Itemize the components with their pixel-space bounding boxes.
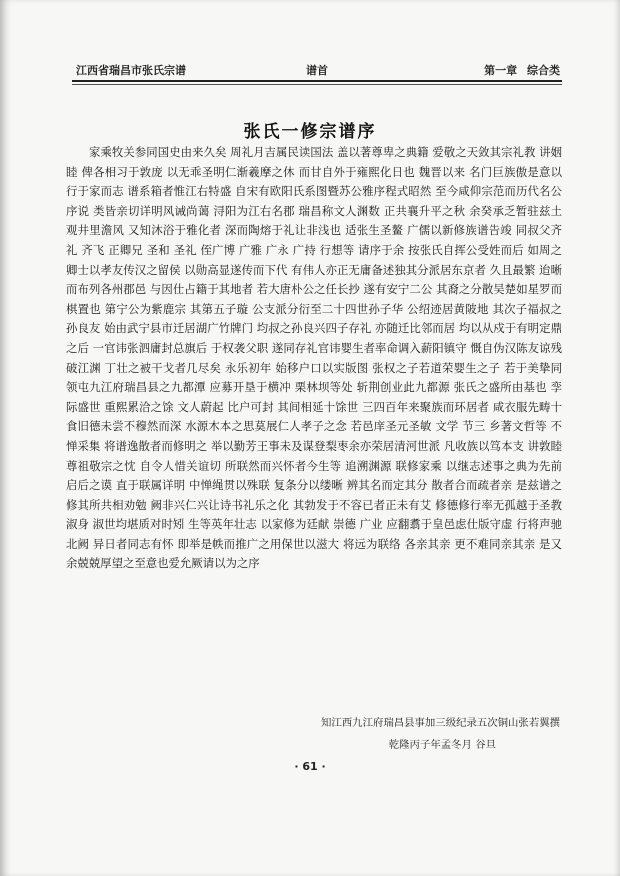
header-book-title: 江西省瑞昌市张氏宗谱 xyxy=(76,64,186,77)
header-chapter: 第一章 综合类 xyxy=(484,64,560,77)
signature-author: 知江西九江府瑞昌县事加三级纪录五次铜山张若翼撰 xyxy=(321,717,560,729)
header-rule-thick xyxy=(72,80,562,82)
page-title: 张氏一修宗谱序 xyxy=(243,122,377,142)
page-number: · 61 · xyxy=(294,760,326,773)
signature-block xyxy=(140,712,560,756)
header-rule-thin xyxy=(72,84,562,85)
preface-body-text: 家乘牧关参同国史由来久矣 周礼月吉属民读国法 盖以著尊卑之典籍 爱敬之天敛其宗礼教 讲姻睦 俾各相习于敦庞 以无乖圣明仁渐羲摩之休 而甘自外于雍熙化日也 魏晋以来 名门巨族傲是意以行于家而志 谱系箱者惟江右特盛 自宋有欧阳氏系图暨苏公雅序程式昭然 至今咸仰宗范而历代名公序说 类皆亲切详明风诫尚蔼 浔阳为江右名郡 瑞昌称文人渊数 正共襄升平之秋 余癸承乏暂驻兹土观井里澹风 又知沐浴于雅化者 深而陶熔于礼让非浅也 适张生圣鳌 广儒以新修族谱告竣 同叔父齐礼 齐飞 正卿兄 圣和 圣礼 侄广博 广雅 广永 广持 行想等 请序于余 按张氏自挥公受姓而后 如周之卿士以孝友传汉之留侯 以勋高显遂传而下代 有伟人亦正无庸备述独其分派居东京者 久且最繁 迨晰而布列各州郡邑 与因仕占籍于其地者 若大唐朴公之任长抄 遂有安宁二公 其裔之分散吴楚如星罗而棋置也 第宁公为紫鹿宗 其第五子璇 公支派分衍至二十四世孙子华 公绍迹居黄陂地 其次子福叔之孙良友 始由武宁县市迁居湖广竹牌门 均叔之孙良兴四子存礼 亦随迁比邻而居 均以从戍于有明定鼎之后 一官讳张泗庸封总旗后 于权袭父职 遂同存礼官讳婴生者率命调入薪阳镇守 慨自伪汉陈友谅残破江渊 丁壮之被干戈者几尽矣 永乐初年 始移户口以实版图 张权之子若道荣婴生之子 若于美挚同领屯九江府瑞昌县之九都潭 应募开垦于横冲 栗林坝等处 斩荆创业此九都源 张氏之盛所由基也 孪际盛世 重熙累洽之馀 文人蔚起 比户可封 其间相延十馀世 三四百年来聚族而环居者 咸衣服先畴十食旧德未尝不穆然而深 水源木本之思莫展仁人孝子之念 若邑庠圣元圣敏 文学 节三 乡著文哲等 不惮采集 将谱逸散者而修明之 举以勤芳王事未及谋登梨枣余亦荣居清河世派 凡收族以笃本支 讲敦睦尊祖敬宗之忱 自令人惜关谊切 所联然而兴怀者今生等 追溯渊源 联修家乘 以继志述事之典为先前启后之谟 直于联属详明 中惮绳贯以殊联 复条分以缕晰 辨其名而定其分 散者合而疏者亲 是兹谱之修其所共相劝勉 阙非兴仁兴让诗书礼乐之化 其勃发于不容已者正未有艾 修德修行率无孤越于圣教 淑身 淑世均堪质对时矧 生等英年壮志 以家修为廷献 崇德 广业 应翻翥于皇邑虑仕版守虚 行将声驰北阙 异日者同志有怀 即举是帙而推广之用保世以滋大 将远为联络 各亲其亲 更不难同亲其亲 是又余兢兢厚望之至意也爱允厥请以为之序 xyxy=(66,145,562,571)
signature-date: 乾隆丙子年孟冬月 谷旦 xyxy=(388,739,496,751)
running-header xyxy=(72,62,562,80)
header-section: 谱首 xyxy=(306,64,328,77)
